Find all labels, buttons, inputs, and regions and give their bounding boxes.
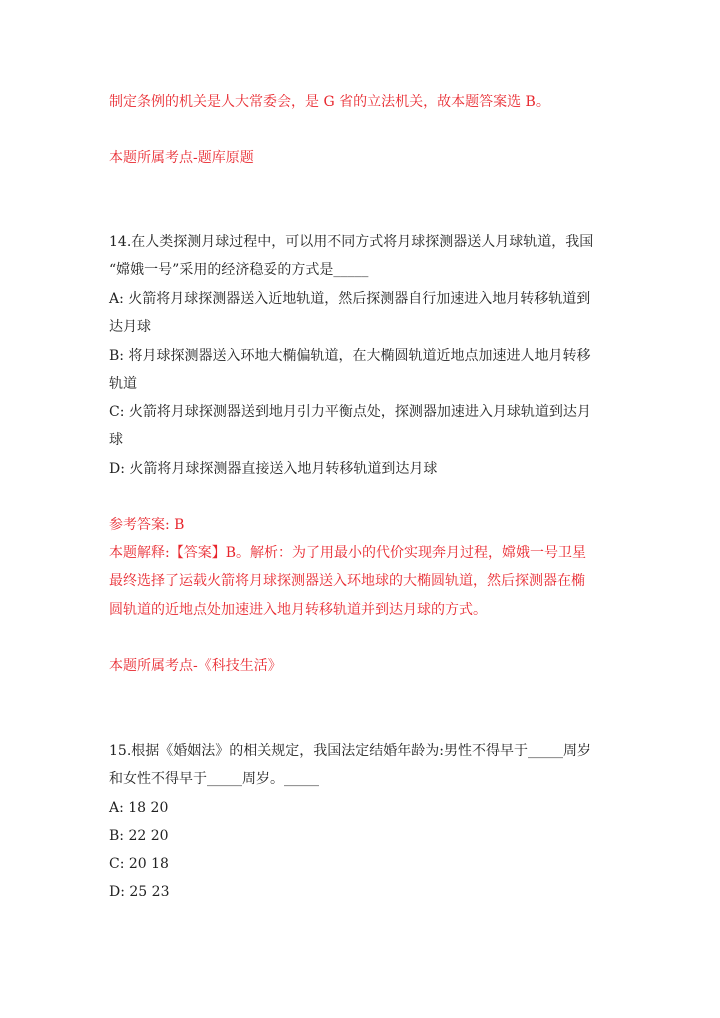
q14-stem-line1: 14.在人类探测月球过程中，可以用不同方式将月球探测器送人月球轨道，我国 — [109, 234, 594, 250]
q14-topic: 本题所属考点-《科技生活》 — [109, 658, 282, 674]
q14-answer: 参考答案: B — [109, 517, 185, 533]
q15-stem-line2: 和女性不得早于_____周岁。_____ — [109, 771, 319, 787]
q15-stem-line1: 15.根据《婚姻法》的相关规定，我国法定结婚年龄为:男性不得早于_____周岁 — [109, 743, 591, 759]
prev-topic: 本题所属考点-题库原题 — [109, 150, 254, 166]
q14-option-a-line1: A: 火箭将月球探测器送入近地轨道，然后探测器自行加速进入地月转移轨道到 — [109, 291, 591, 307]
q15-option-d: D: 25 23 — [109, 884, 170, 900]
q14-explanation-line3: 圆轨道的近地点处加速进入地月转移轨道并到达月球的方式。 — [109, 602, 487, 618]
q14-option-b-line1: B: 将月球探测器送入环地大椭偏轨道，在大椭圆轨道近地点加速进人地月转移 — [109, 348, 591, 364]
q14-explanation-line1: 本题解释:【答案】B。解析：为了用最小的代价实现奔月过程，嫦娥一号卫星 — [109, 545, 587, 561]
q14-option-c-line1: C: 火箭将月球探测器送到地月引力平衡点处，探测器加速进入月球轨道到达月 — [109, 404, 591, 420]
prev-explanation-tail: 制定条例的机关是人大常委会，是 G 省的立法机关，故本题答案选 B。 — [109, 94, 550, 110]
q14-option-b-line2: 轨道 — [109, 376, 137, 392]
q14-option-a-line2: 达月球 — [109, 319, 151, 335]
q14-option-c-line2: 球 — [109, 432, 123, 448]
q14-stem-line2: “嫦娥一号”采用的经济稳妥的方式是_____ — [109, 262, 369, 278]
q14-explanation-line2: 最终选择了运载火箭将月球探测器送入环地球的大椭圆轨道，然后探测器在椭 — [109, 573, 585, 589]
q14-option-d: D: 火箭将月球探测器直接送入地月转移轨道到达月球 — [109, 461, 438, 477]
q15-option-b: B: 22 20 — [109, 828, 169, 844]
q15-option-a: A: 18 20 — [109, 800, 169, 816]
q15-option-c: C: 20 18 — [109, 856, 169, 872]
